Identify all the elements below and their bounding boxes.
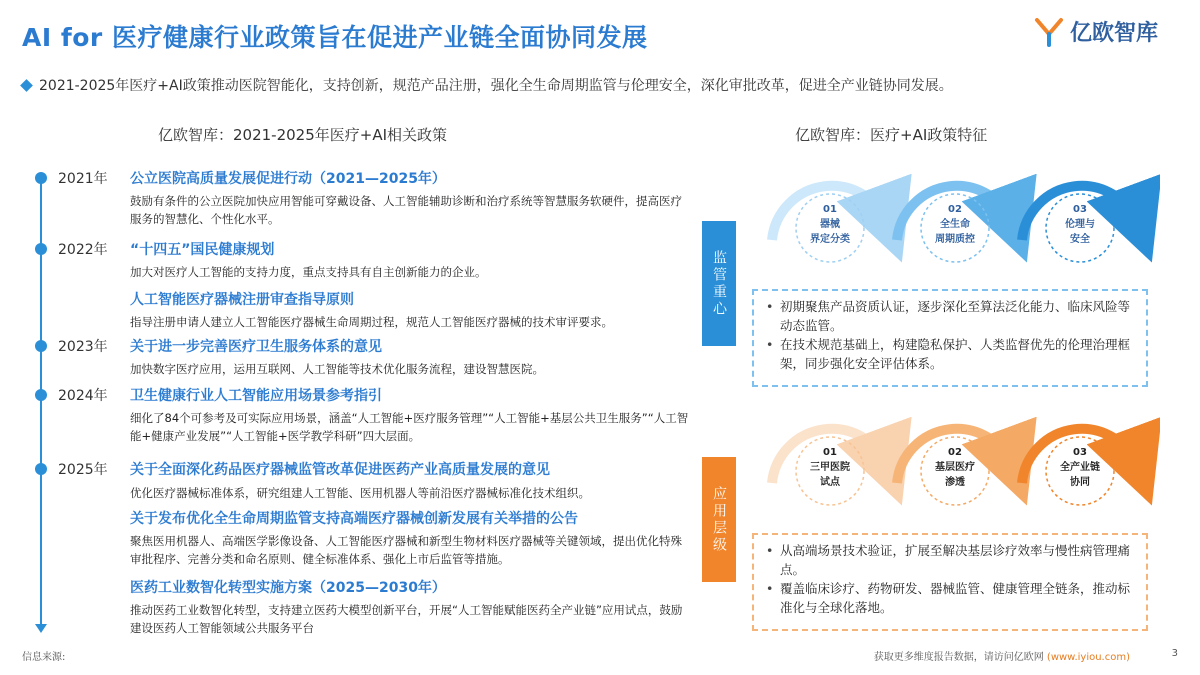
diamond-bullet-icon <box>20 79 33 92</box>
policy-title: 人工智能医疗器械注册审查指导原则 <box>130 292 354 308</box>
timeline-year: 2025年 <box>58 462 108 478</box>
timeline-year: 2024年 <box>58 388 108 404</box>
timeline-dot-2025 <box>35 463 47 475</box>
list-item: • 在技术规范基础上，构建隐私保护、人类监督优先的伦理治理框架，同步强化安全评估体系。 <box>766 335 1136 373</box>
application-notes <box>752 533 1148 631</box>
application-steps <box>760 413 1160 523</box>
list-item: • 初期聚焦产品资质认证，逐步深化至算法泛化能力、临床风险等动态监管。 <box>766 297 1136 335</box>
timeline-arrow-icon <box>35 624 47 633</box>
logo <box>1034 16 1158 47</box>
policy-desc: 加大对医疗人工智能的支持力度，重点支持具有自主创新能力的企业。 <box>130 265 487 279</box>
application-side-label: 应用层级 <box>702 457 736 582</box>
regulation-step-1: 01 器械 界定分类 <box>810 204 850 245</box>
summary-text: 2021-2025年医疗+AI政策推动医院智能化，支持创新，规范产品注册，强化全生命周期监管与伦理安全，深化审批改革，促进全产业链协同发展。 <box>39 78 953 94</box>
list-item: • 覆盖临床诊疗、药物研发、器械监管、健康管理全链条，推动标准化与全球化落地。 <box>766 579 1136 617</box>
timeline-dot-2024 <box>35 389 47 401</box>
page-title: AI for 医疗健康行业政策旨在促进产业链全面协同发展 <box>22 23 648 52</box>
logo-text: 亿欧智库 <box>1069 21 1158 46</box>
policy-title: 卫生健康行业人工智能应用场景参考指引 <box>130 388 382 404</box>
policy-title: 关于全面深化药品医疗器械监管改革促进医药产业高质量发展的意见 <box>130 462 550 478</box>
timeline-dot-2022 <box>35 243 47 255</box>
policy-title: 关于发布优化全生命周期监管支持高端医疗器械创新发展有关举措的公告 <box>130 511 578 527</box>
regulation-step-3: 03 伦理与 安全 <box>1065 204 1095 245</box>
yiou-logo-icon <box>1034 17 1064 47</box>
policy-desc: 细化了84个可参考及可实际应用场景，涵盖“人工智能+医疗服务管理”“人工智能+基层公共卫生服务”“人工智能+健康产业发展”“人工智能+医学教学科研”四大层面。 <box>130 411 689 443</box>
policy-title: 公立医院高质量发展促进行动（2021—2025年） <box>130 171 446 187</box>
policy-desc: 加快数字医疗应用，运用互联网、人工智能等技术优化服务流程，建设智慧医院。 <box>130 362 544 376</box>
policy-title: 医药工业数智化转型实施方案（2025—2030年） <box>130 580 446 596</box>
regulation-notes <box>752 289 1148 387</box>
application-step-2: 02 基层医疗 渗透 <box>935 447 975 488</box>
features-heading: 亿欧智库：医疗+AI政策特征 <box>795 126 988 144</box>
page-number: 3 <box>1171 648 1178 659</box>
application-step-1: 01 三甲医院 试点 <box>810 447 850 488</box>
policy-desc: 优化医疗器械标准体系，研究组建人工智能、医用机器人等前沿医疗器械标准化技术组织。 <box>130 486 590 500</box>
list-item: • 从高端场景技术验证，扩展至解决基层诊疗效率与慢性病管理痛点。 <box>766 541 1136 579</box>
regulation-steps <box>760 170 1160 280</box>
timeline-year: 2023年 <box>58 339 108 355</box>
timeline-year: 2022年 <box>58 242 108 258</box>
footer-note <box>874 648 1130 663</box>
summary-line <box>22 75 1180 95</box>
timeline-year: 2021年 <box>58 171 108 187</box>
policy-desc: 鼓励有条件的公立医院加快应用智能可穿戴设备、人工智能辅助诊断和治疗系统等智慧服务软硬件，提高医疗服务的智慧化、个性化水平。 <box>130 194 682 226</box>
policy-desc: 指导注册申请人建立人工智能医疗器械生命周期过程，规范人工智能医疗器械的技术审评要求。 <box>130 315 613 329</box>
timeline-heading: 亿欧智库：2021-2025年医疗+AI相关政策 <box>158 126 448 144</box>
footer-text: 获取更多维度报告数据，请访问亿欧网 <box>873 652 1044 663</box>
timeline-dot-2021 <box>35 172 47 184</box>
application-step-3: 03 全产业链 协同 <box>1060 447 1100 488</box>
policy-title: 关于进一步完善医疗卫生服务体系的意见 <box>130 339 382 355</box>
policy-desc: 推动医药工业数智化转型，支持建立医药大模型创新平台，开展“人工智能赋能医药全产业链”应用试点，鼓励建设医药人工智能领域公共服务平台 <box>130 603 683 635</box>
regulation-side-label: 监管重心 <box>702 221 736 346</box>
source-label: 信息来源: <box>22 652 66 663</box>
policy-desc: 聚焦医用机器人、高端医学影像设备、人工智能医疗器械和新型生物材料医疗器械等关键领域，提出优化特殊审批程序、完善分类和命名原则、健全标准体系、强化上市后监管等措施。 <box>130 534 682 566</box>
footer-link[interactable]: (www.iyiou.com) <box>1046 652 1130 663</box>
timeline-dot-2023 <box>35 340 47 352</box>
regulation-step-2: 02 全生命 周期质控 <box>935 204 975 245</box>
policy-title: “十四五”国民健康规划 <box>130 242 275 258</box>
